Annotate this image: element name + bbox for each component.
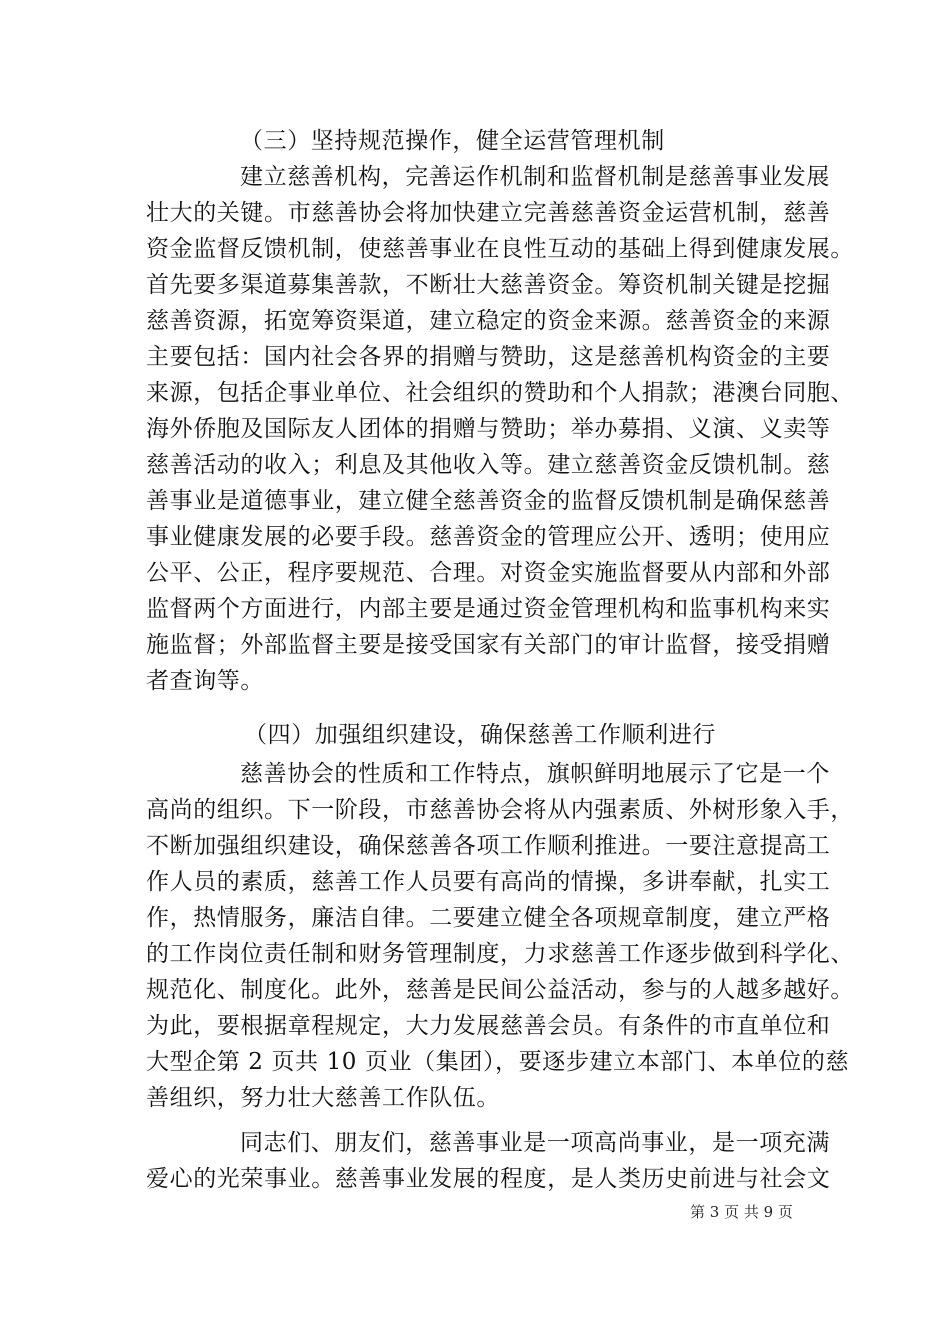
section-heading-3: （三）坚持规范操作，健全运营管理机制 [240, 128, 665, 154]
paragraph-line: 资金监督反馈机制，使慈善事业在良性互动的基础上得到健康发展。 [146, 236, 854, 262]
paragraph-line: 大型企第 2 页共 10 页业（集团），要逐步建立本部门、本单位的慈 [146, 1049, 850, 1075]
paragraph-line: 规范化、制度化。此外，慈善是民间公益活动，参与的人越多越好。 [146, 977, 854, 1003]
paragraph-line: 善组织，努力壮大慈善工作队伍。 [146, 1085, 500, 1111]
paragraph-line: 壮大的关键。市慈善协会将加快建立完善慈善资金运营机制，慈善 [146, 200, 831, 226]
paragraph-line: 建立慈善机构，完善运作机制和监督机制是慈善事业发展 [240, 164, 830, 190]
paragraph-line: 者查询等。 [146, 668, 264, 694]
paragraph-line: 施监督；外部监督主要是接受国家有关部门的审计监督，接受捐赠 [146, 632, 831, 658]
paragraph-line: 慈善资源，拓宽筹资渠道，建立稳定的资金来源。慈善资金的来源 [146, 308, 831, 334]
paragraph-line: 高尚的组织。下一阶段，市慈善协会将从内强素质、外树形象入手， [146, 797, 854, 823]
paragraph-line: 的工作岗位责任制和财务管理制度，力求慈善工作逐步做到科学化、 [146, 941, 854, 967]
paragraph-line: 同志们、朋友们，慈善事业是一项高尚事业，是一项充满 [240, 1130, 830, 1156]
paragraph-line: 来源，包括企事业单位、社会组织的赞助和个人捐款；港澳台同胞、 [146, 380, 854, 406]
paragraph-line: 作人员的素质，慈善工作人员要有高尚的情操，多讲奉献，扎实工 [146, 869, 831, 895]
paragraph-line: 不断加强组织建设，确保慈善各项工作顺利推进。一要注意提高工 [146, 833, 831, 859]
paragraph-line: 监督两个方面进行，内部主要是通过资金管理机构和监事机构来实 [146, 596, 831, 622]
paragraph-line: 爱心的光荣事业。慈善事业发展的程度，是人类历史前进与社会文 [146, 1166, 831, 1192]
paragraph-line: 海外侨胞及国际友人团体的捐赠与赞助；举办募捐、义演、义卖等 [146, 416, 831, 442]
paragraph-line: 慈善协会的性质和工作特点，旗帜鲜明地展示了它是一个 [240, 761, 830, 787]
paragraph-line: 事业健康发展的必要手段。慈善资金的管理应公开、透明；使用应 [146, 524, 831, 550]
paragraph-line: 首先要多渠道募集善款，不断壮大慈善资金。筹资机制关键是挖掘 [146, 272, 831, 298]
paragraph-line: 慈善活动的收入；利息及其他收入等。建立慈善资金反馈机制。慈 [146, 452, 831, 478]
paragraph-line: 善事业是道德事业，建立健全慈善资金的监督反馈机制是确保慈善 [146, 488, 831, 514]
paragraph-line: 主要包括：国内社会各界的捐赠与赞助，这是慈善机构资金的主要 [146, 344, 831, 370]
paragraph-line: 公平、公正，程序要规范、合理。对资金实施监督要从内部和外部 [146, 560, 831, 586]
paragraph-line: 为此，要根据章程规定，大力发展慈善会员。有条件的市直单位和 [146, 1013, 831, 1039]
section-heading-4: （四）加强组织建设，确保慈善工作顺利进行 [244, 722, 716, 748]
page-number-footer: 第 3 页 共 9 页 [690, 1203, 793, 1221]
paragraph-line: 作，热情服务，廉洁自律。二要建立健全各项规章制度，建立严格 [146, 905, 831, 931]
